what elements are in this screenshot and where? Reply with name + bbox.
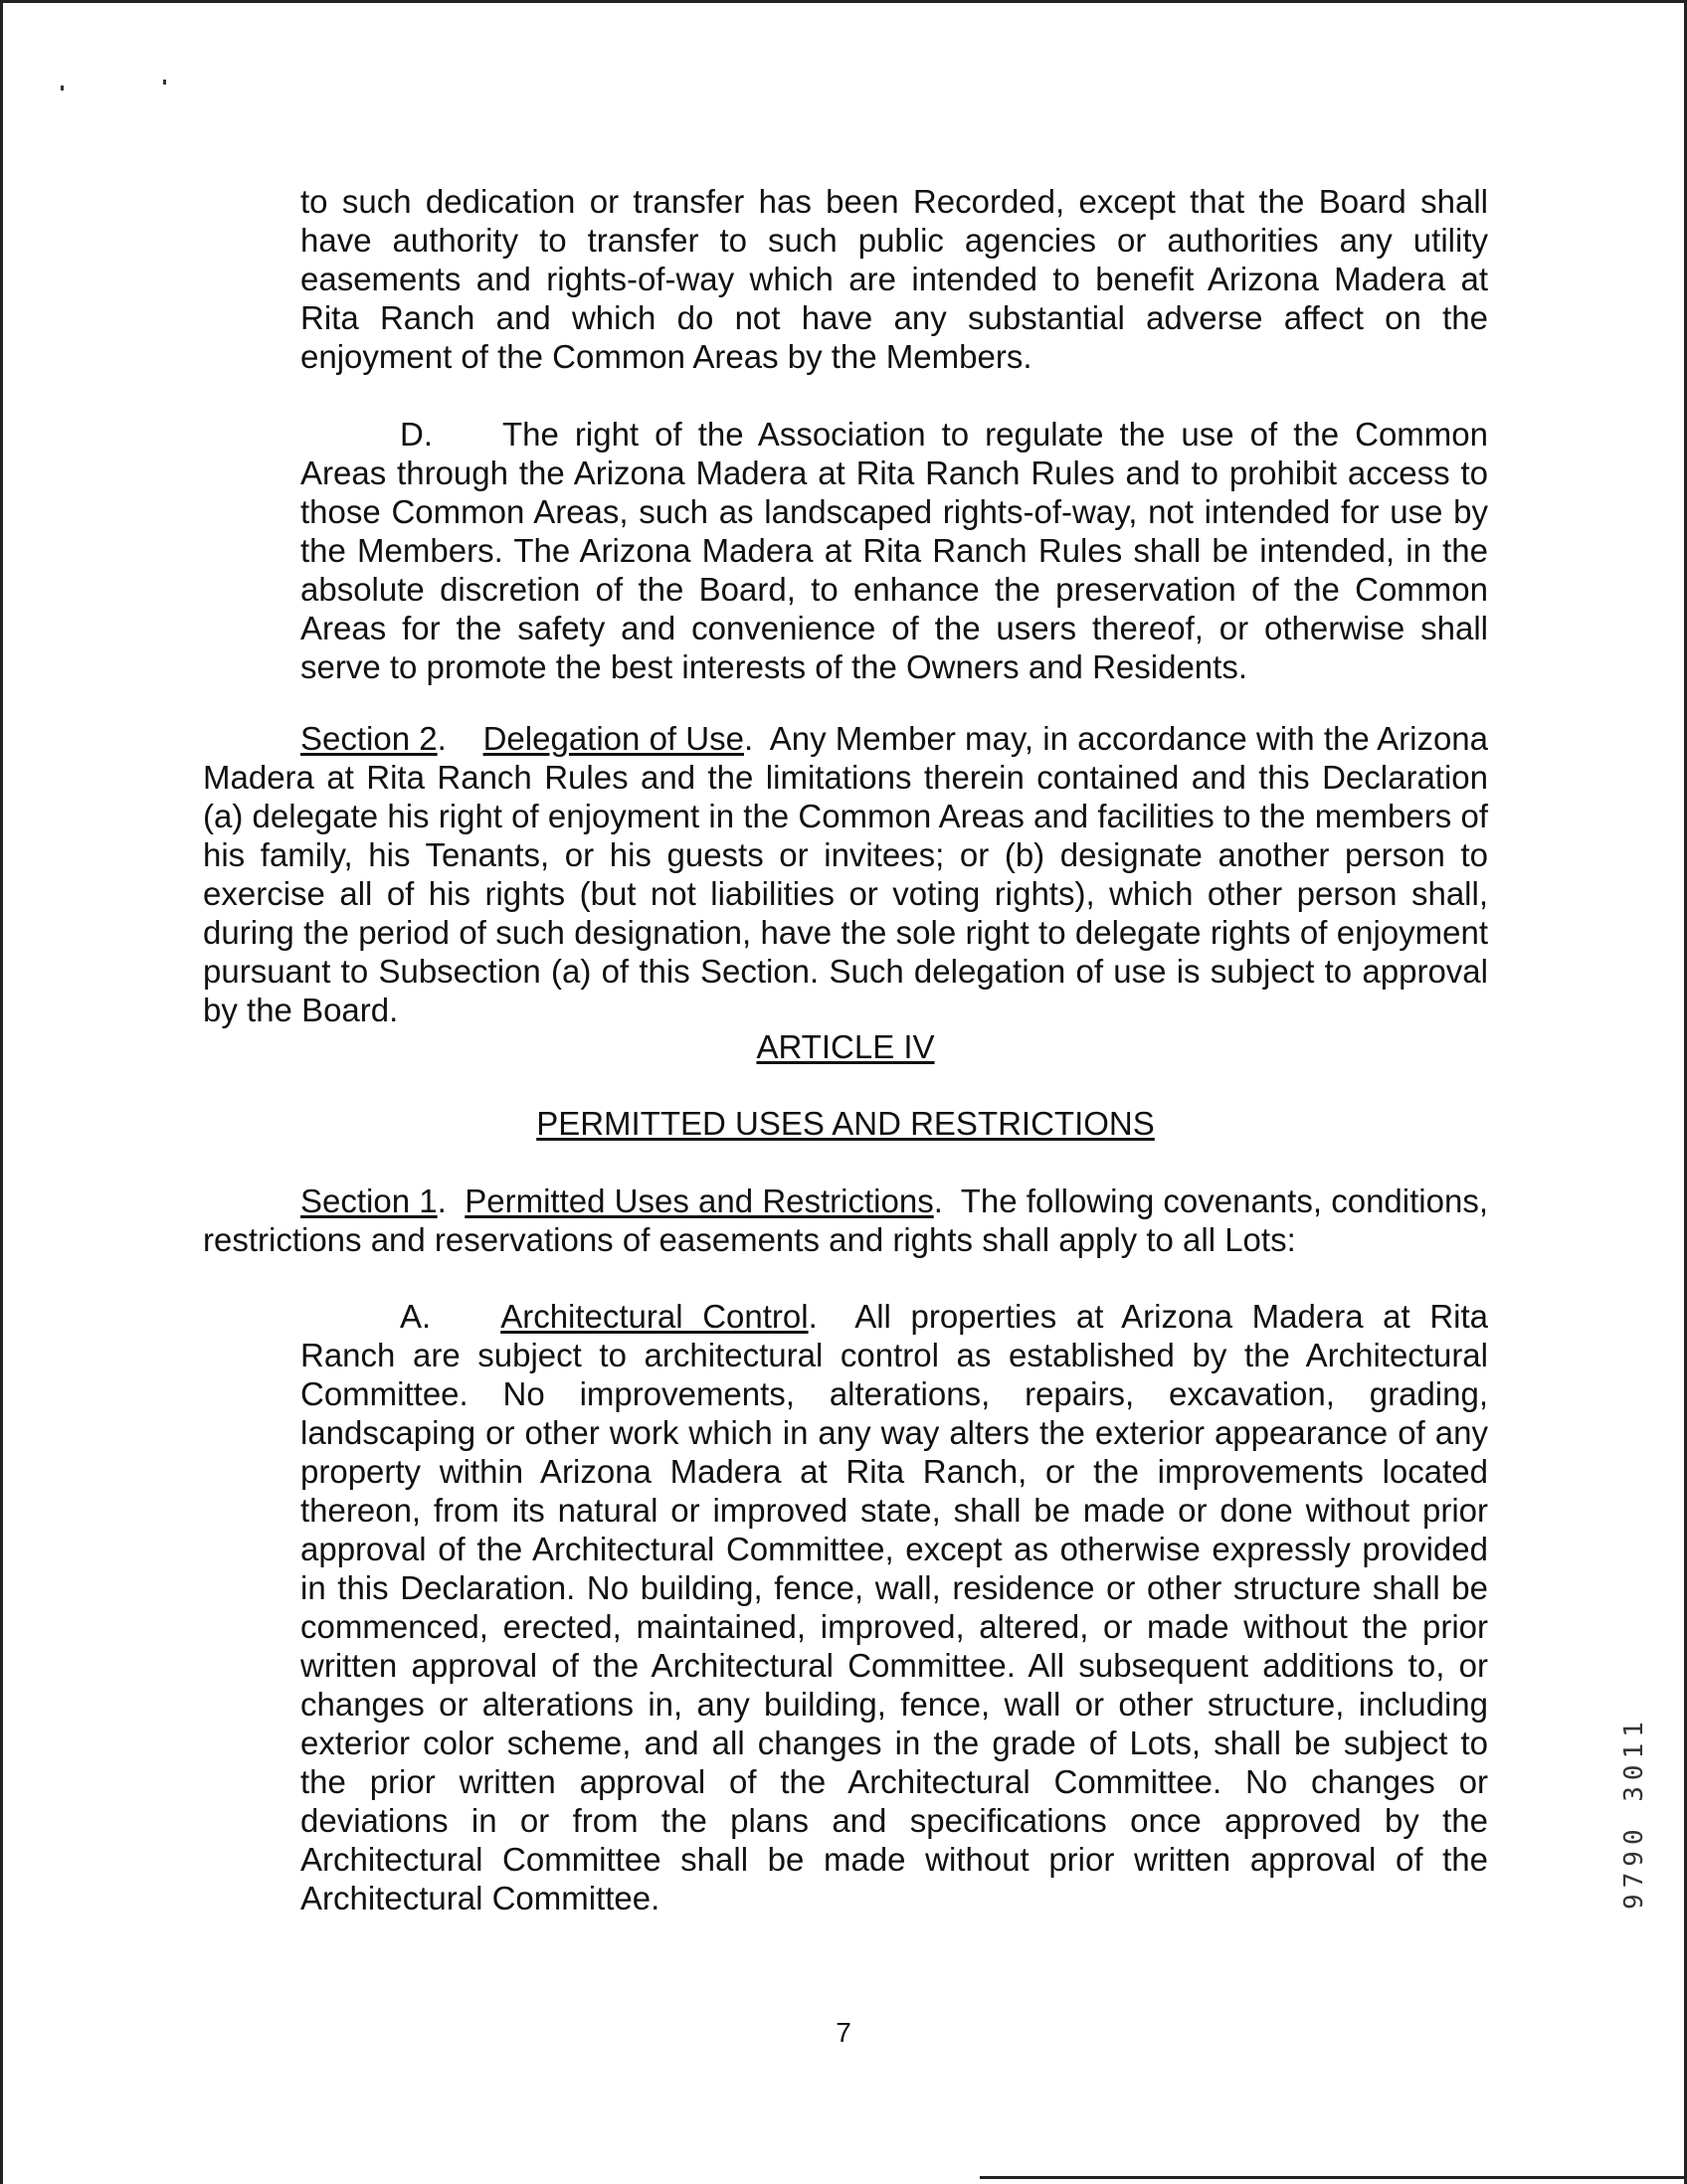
paragraph-a-label: A.: [400, 1298, 432, 1335]
paragraph-a-title: Architectural Control: [500, 1298, 809, 1335]
scan-edge-left: [0, 0, 3, 2184]
section-2-text: Any Member may, in accordance with the Arizona Madera at Rita Ranch Rules and the limitations therein contained and this Declaration (a) delegate his right of enjoyment in the Common Areas and facilities to the members of his family, his Tenants, or his guests or invitees; or (b) designate another person to exercise all of his rights (but not liabilities or voting rights), which other person shall, during the period of such designation, have the sole right to delegate rights of enjoyment pursuant to Subsection (a) of this Section. Such delegation of use is subject to approval by the Board.: [203, 720, 1488, 1028]
scan-edge-top: [0, 0, 1687, 3]
paragraph-d-label: D.: [400, 416, 433, 453]
scan-speck: [163, 80, 166, 85]
section-1-label: Section 1: [300, 1183, 438, 1219]
article-title: PERMITTED USES AND RESTRICTIONS: [536, 1105, 1155, 1142]
paragraph-a: A. Architectural Control. All properties at Arizona Madera at Rita Ranch are subject to architectural control as established by the Architectural Committee. No improvements, alterations, repairs, excavation, grading, landscaping or other work which in any way alters the exterior appearance of any property within Arizona Madera at Rita Ranch, or the improvements located thereon, from its natural or improved state, shall be made or done without prior approval of the Architectural Committee, except as otherwise expressly provided in this Declaration. No building, fence, wall, residence or other structure shall be commenced, erected, maintained, improved, altered, or made without the prior written approval of the Architectural Committee. All subsequent additions to, or changes or alterations in, any building, fence, wall or other structure, including exterior color scheme, and all changes in the grade of Lots, shall be subject to the prior written approval of the Architectural Committee. No changes or deviations in or from the plans and specifications once approved by the Architectural Committee shall be made without prior written approval of the Architectural Committee.: [300, 1298, 1489, 1916]
section-2-title: Delegation of Use: [482, 720, 744, 757]
section-1-text: The following covenants, conditions, restrictions and reservations of easements and rights shall apply to all Lots:: [203, 1183, 1488, 1258]
paragraph-d: [300, 415, 1488, 686]
paragraph-a-text: All properties at Arizona Madera at Rita Ranch are subject to architectural control as established by the Architectural Committee. No improvements, alterations, repairs, excavation, grading, landscaping or other work which in any way alters the exterior appearance of any property within Arizona Madera at Rita Ranch, or the improvements located thereon, from its natural or improved state, shall be made or done without prior approval of the Architectural Committee, except as otherwise expressly provided in this Declaration. No building, fence, wall, residence or other structure shall be commenced, erected, maintained, improved, altered, or made without the prior written approval of the Architectural Committee. All subsequent additions to, or changes or alterations in, any building, fence, wall or other structure, including exterior color scheme, and all changes in the grade of Lots, shall be subject to the prior written approval of the Architectural Committee. No changes or deviations in or from the plans and specifications once approved by the Architectural Committee shall be made without prior written approval of the Architectural Committee.: [300, 1298, 1489, 1916]
recording-stamp: 9790 3011: [1619, 1716, 1649, 1910]
scan-speck: [61, 86, 64, 91]
section-2-label: Section 2: [300, 720, 438, 757]
page-number: 7: [836, 2017, 851, 2048]
section-2-paragraph: Section 2. Delegation of Use. Any Member may, in accordance with the Arizona Madera at Rita Ranch Rules and the limitations therein contained and this Declaration (a) delegate his right of enjoyment in the Common Areas and facilities to the members of his family, his Tenants, or his guests or invitees; or (b) designate another person to exercise all of his rights (but not liabilities or voting rights), which other person shall, during the period of such designation, have the sole right to delegate rights of enjoyment pursuant to Subsection (a) of this Section. Such delegation of use is subject to approval by the Board.: [203, 720, 1488, 1028]
scan-edge-bottom: [980, 2176, 1684, 2179]
section-1-paragraph: Section 1. Permitted Uses and Restrictions. The following covenants, conditions, restrictions and reservations of easements and rights shall apply to all Lots:: [203, 1183, 1488, 1258]
article-heading: ARTICLE IV: [756, 1028, 935, 1065]
section-1-title: Permitted Uses and Restrictions: [465, 1183, 934, 1219]
paragraph-d-text: The right of the Association to regulate the use of the Common Areas through the Arizona Madera at Rita Ranch Rules and to prohibit access to those Common Areas, such as landscaped rights-of-way, not intended for use by the Members. The Arizona Madera at Rita Ranch Rules shall be intended, in the absolute discretion of the Board, to enhance the preservation of the Common Areas for the safety and convenience of the users thereof, or otherwise shall serve to promote the best interests of the Owners and Residents.: [300, 416, 1488, 685]
paragraph-intro: to such dedication or transfer has been Recorded, except that the Board shall have authority to transfer to such public agencies or authorities any utility easements and rights-of-way which are intended to benefit Arizona Madera at Rita Ranch and which do not have any substantial adverse affect on the enjoyment of the Common Areas by the Members.: [300, 183, 1488, 375]
